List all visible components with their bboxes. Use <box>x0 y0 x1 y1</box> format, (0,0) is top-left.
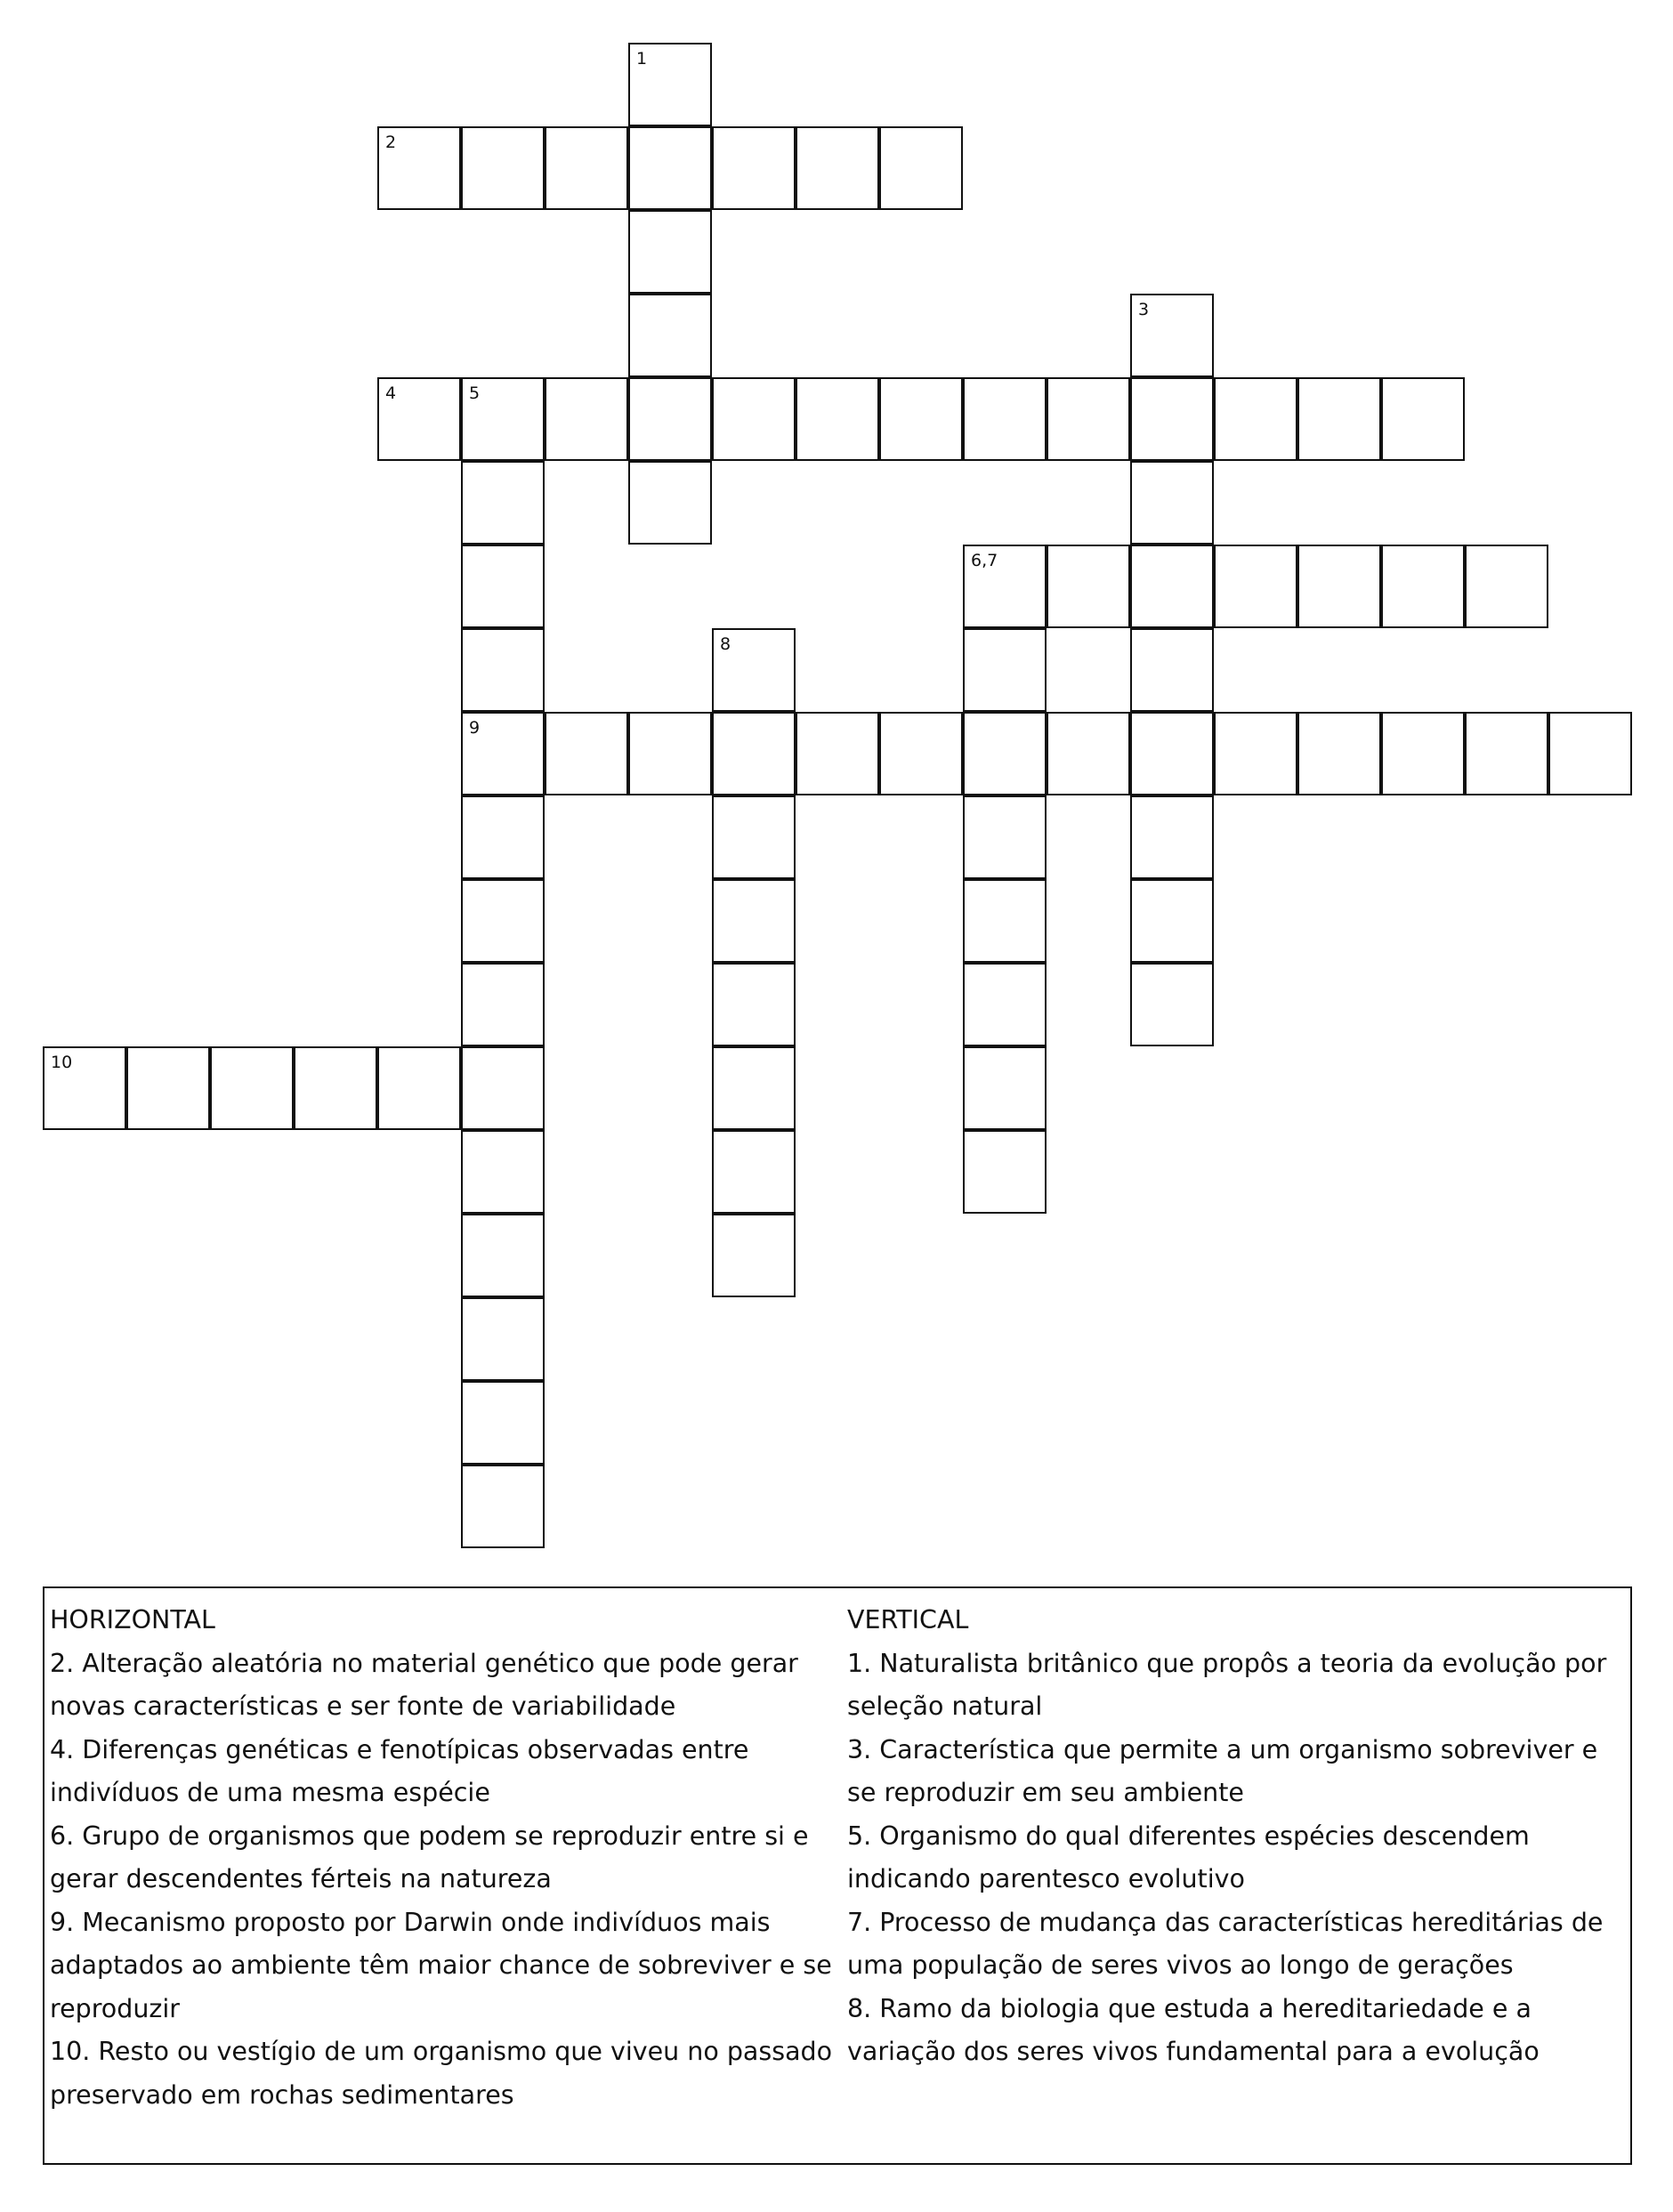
grid-cell[interactable] <box>545 712 628 795</box>
grid-cell[interactable] <box>461 628 545 712</box>
vertical-heading: VERTICAL <box>847 1605 969 1635</box>
grid-cell[interactable] <box>461 795 545 879</box>
grid-cell[interactable] <box>879 712 963 795</box>
grid-cell[interactable] <box>712 879 796 963</box>
grid-cell[interactable] <box>628 712 712 795</box>
clue-down-8: 8. Ramo da biologia que estuda a hereditariedade e a variação dos seres vivos fundamental para a evolução <box>847 1993 1540 2066</box>
grid-cell[interactable] <box>1130 628 1214 712</box>
grid-cell[interactable] <box>1047 377 1130 461</box>
grid-cell[interactable] <box>545 126 628 210</box>
grid-cell[interactable] <box>963 963 1047 1046</box>
grid-cell[interactable] <box>712 1214 796 1297</box>
grid-cell[interactable] <box>1297 545 1381 628</box>
grid-cell[interactable] <box>1047 545 1130 628</box>
clue-number: 4 <box>385 383 397 403</box>
grid-cell[interactable] <box>712 1130 796 1214</box>
grid-cell[interactable] <box>1465 712 1548 795</box>
grid-cell[interactable] <box>461 963 545 1046</box>
grid-cell[interactable] <box>1548 712 1632 795</box>
grid-cell[interactable] <box>712 963 796 1046</box>
grid-cell[interactable] <box>963 377 1047 461</box>
clue-across-4: 4. Diferenças genéticas e fenotípicas observadas entre indivíduos de uma mesma espécie <box>50 1734 749 1807</box>
clue-across-10: 10. Resto ou vestígio de um organismo que viveu no passado preservado em rochas sedimentares <box>50 2037 833 2110</box>
clue-number: 10 <box>51 1053 73 1072</box>
grid-cell[interactable] <box>628 294 712 377</box>
grid-cell[interactable] <box>1297 712 1381 795</box>
grid-cell[interactable] <box>210 1046 294 1130</box>
grid-cell[interactable] <box>377 1046 461 1130</box>
clues-box <box>43 1586 1632 2165</box>
clue-number: 1 <box>636 49 648 69</box>
grid-cell[interactable] <box>963 879 1047 963</box>
grid-cell[interactable] <box>461 712 545 795</box>
grid-cell[interactable] <box>796 712 879 795</box>
grid-cell[interactable] <box>1130 712 1214 795</box>
grid-cell[interactable] <box>712 628 796 712</box>
clue-number: 5 <box>469 383 481 403</box>
grid-cell[interactable] <box>1130 461 1214 545</box>
grid-cell[interactable] <box>1214 377 1297 461</box>
grid-cell[interactable] <box>1047 712 1130 795</box>
grid-cell[interactable] <box>1214 545 1297 628</box>
grid-cell[interactable] <box>43 1046 126 1130</box>
grid-cell[interactable] <box>461 545 545 628</box>
grid-cell[interactable] <box>461 377 545 461</box>
grid-cell[interactable] <box>796 377 879 461</box>
grid-cell[interactable] <box>1130 795 1214 879</box>
clue-down-7: 7. Processo de mudança das características hereditárias de uma população de seres vivos ao longo de gerações <box>847 1907 1604 1980</box>
grid-cell[interactable] <box>628 461 712 545</box>
grid-cell[interactable] <box>461 1046 545 1130</box>
grid-cell[interactable] <box>1381 377 1465 461</box>
grid-cell[interactable] <box>461 461 545 545</box>
grid-cell[interactable] <box>1465 545 1548 628</box>
grid-cell[interactable] <box>963 712 1047 795</box>
grid-cell[interactable] <box>628 43 712 126</box>
grid-cell[interactable] <box>461 1465 545 1548</box>
grid-cell[interactable] <box>712 712 796 795</box>
grid-cell[interactable] <box>963 545 1047 628</box>
grid-cell[interactable] <box>796 126 879 210</box>
grid-cell[interactable] <box>294 1046 377 1130</box>
grid-cell[interactable] <box>126 1046 210 1130</box>
clue-down-1: 1. Naturalista britânico que propôs a teoria da evolução por seleção natural <box>847 1648 1607 1721</box>
grid-cell[interactable] <box>461 1381 545 1465</box>
clue-number: 6,7 <box>971 551 998 570</box>
grid-cell[interactable] <box>628 126 712 210</box>
grid-cell[interactable] <box>461 1130 545 1214</box>
grid-cell[interactable] <box>377 126 461 210</box>
grid-cell[interactable] <box>461 1297 545 1381</box>
clue-number: 3 <box>1138 300 1150 319</box>
clue-number: 8 <box>720 634 731 654</box>
clue-across-2: 2. Alteração aleatória no material genético que pode gerar novas características e ser fonte de variabilidade <box>50 1648 798 1721</box>
grid-cell[interactable] <box>1130 294 1214 377</box>
grid-cell[interactable] <box>963 1046 1047 1130</box>
clue-across-6: 6. Grupo de organismos que podem se reproduzir entre si e gerar descendentes férteis na natureza <box>50 1820 809 1893</box>
grid-cell[interactable] <box>461 126 545 210</box>
horizontal-clues <box>50 1599 838 2117</box>
grid-cell[interactable] <box>712 795 796 879</box>
grid-cell[interactable] <box>712 377 796 461</box>
grid-cell[interactable] <box>461 879 545 963</box>
grid-cell[interactable] <box>879 126 963 210</box>
clue-number: 2 <box>385 133 397 152</box>
grid-cell[interactable] <box>628 210 712 294</box>
clue-down-5: 5. Organismo do qual diferentes espécies descendem indicando parentesco evolutivo <box>847 1820 1530 1893</box>
clue-across-9: 9. Mecanismo proposto por Darwin onde indivíduos mais adaptados ao ambiente têm maior chance de sobreviver e se reproduzir <box>50 1907 832 2023</box>
grid-cell[interactable] <box>377 377 461 461</box>
grid-cell[interactable] <box>963 628 1047 712</box>
grid-cell[interactable] <box>628 377 712 461</box>
grid-cell[interactable] <box>1381 545 1465 628</box>
clue-number: 9 <box>469 718 481 738</box>
grid-cell[interactable] <box>1381 712 1465 795</box>
horizontal-heading: HORIZONTAL <box>50 1605 215 1635</box>
grid-cell[interactable] <box>963 1130 1047 1214</box>
grid-cell[interactable] <box>1130 879 1214 963</box>
grid-cell[interactable] <box>1130 963 1214 1046</box>
grid-cell[interactable] <box>1130 545 1214 628</box>
vertical-clues <box>847 1599 1630 2074</box>
grid-cell[interactable] <box>461 1214 545 1297</box>
grid-cell[interactable] <box>1130 377 1214 461</box>
grid-cell[interactable] <box>712 126 796 210</box>
clue-down-3: 3. Característica que permite a um organismo sobreviver e se reproduzir em seu ambiente <box>847 1734 1598 1807</box>
grid-cell[interactable] <box>963 795 1047 879</box>
grid-cell[interactable] <box>879 377 963 461</box>
grid-cell[interactable] <box>545 377 628 461</box>
grid-cell[interactable] <box>1214 712 1297 795</box>
grid-cell[interactable] <box>712 1046 796 1130</box>
grid-cell[interactable] <box>1297 377 1381 461</box>
